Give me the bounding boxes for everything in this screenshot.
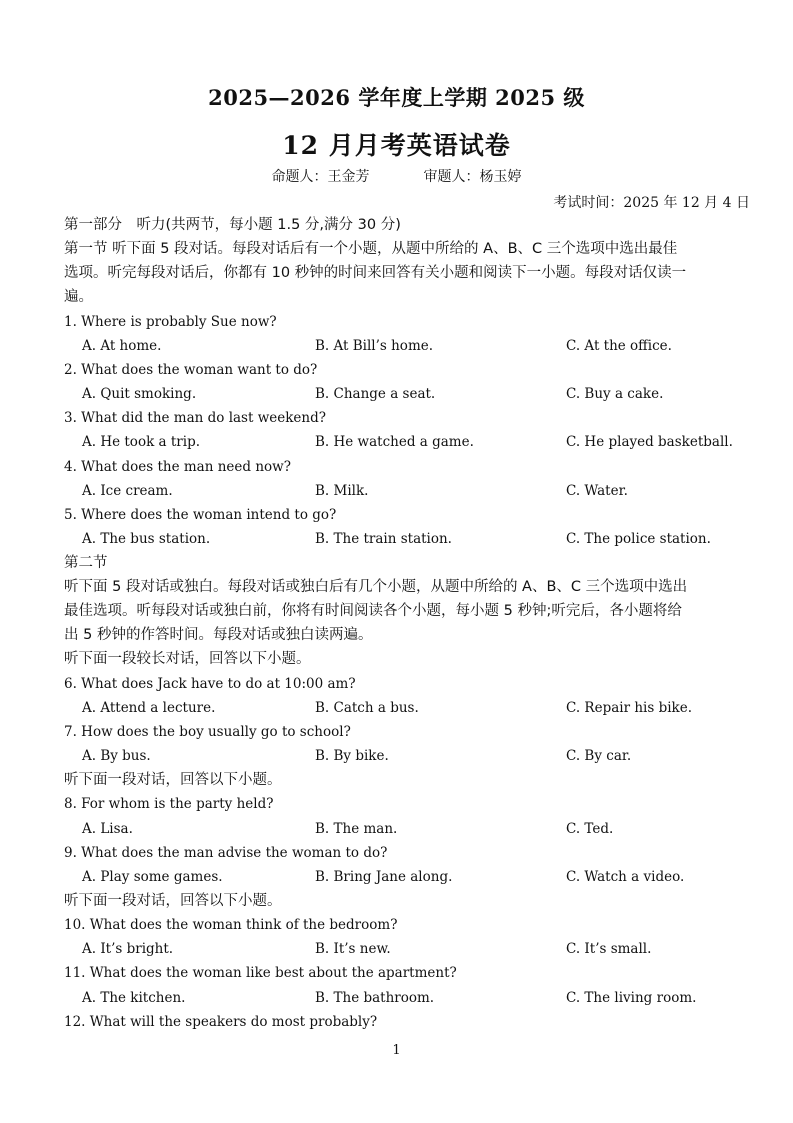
question-2-option-c: C. Buy a cake.	[566, 386, 664, 402]
instruction-long-dialogue: 听下面一段较长对话，回答以下小题。	[64, 651, 311, 667]
question-3: 3. What did the man do last weekend?	[64, 410, 326, 426]
question-6-option-b: B. Catch a bus.	[315, 700, 419, 716]
exam-title-year: 2025—2026 学年度上学期 2025 级	[208, 85, 585, 110]
question-7-option-a: A. By bus.	[82, 748, 151, 764]
question-8: 8. For whom is the party held?	[64, 796, 274, 812]
question-5-option-a: A. The bus station.	[82, 531, 211, 547]
question-3-option-c: C. He played basketball.	[566, 434, 733, 450]
section2-instructions-line1: 听下面 5 段对话或独白。每段对话或独白后有几个小题，从题中所给的 A、B、C 三个选项中选出	[64, 579, 688, 595]
question-4-option-a: A. Ice cream.	[82, 483, 173, 499]
setter: 命题人：王金芳	[271, 169, 370, 185]
section2-instructions-line2: 最佳选项。听每段对话或独白前，你将有时间阅读各个小题，每小题 5 秒钟;听完后，各小题将给	[64, 603, 682, 619]
section2-instructions-line3: 出 5 秒钟的作答时间。每段对话或独白读两遍。	[64, 627, 373, 643]
exam-time: 考试时间：2025 年 12 月 4 日	[553, 195, 750, 211]
instruction-dialogue-b: 听下面一段对话，回答以下小题。	[64, 893, 282, 909]
question-1-option-a: A. At home.	[82, 338, 162, 354]
question-6: 6. What does Jack have to do at 10:00 am?	[64, 676, 356, 692]
question-2-option-b: B. Change a seat.	[315, 386, 436, 402]
section1-instructions-line1: 第一节 听下面 5 段对话。每段对话后有一个小题，从题中所给的 A、B、C 三个选项中选出最佳	[64, 241, 678, 257]
question-9-option-b: B. Bring Jane along.	[315, 869, 453, 885]
question-8-option-c: C. Ted.	[566, 821, 614, 837]
section1-instructions-line3: 遍。	[64, 289, 93, 305]
question-9-option-a: A. Play some games.	[82, 869, 223, 885]
question-10-option-c: C. It’s small.	[566, 941, 652, 957]
question-7-option-c: C. By car.	[566, 748, 632, 764]
question-5-option-c: C. The police station.	[566, 531, 711, 547]
question-9-option-c: C. Watch a video.	[566, 869, 685, 885]
question-2-option-a: A. Quit smoking.	[82, 386, 197, 402]
question-5: 5. Where does the woman intend to go?	[64, 507, 337, 523]
question-3-option-b: B. He watched a game.	[315, 434, 474, 450]
question-1-option-c: C. At the office.	[566, 338, 672, 354]
question-11-option-c: C. The living room.	[566, 990, 697, 1006]
question-11: 11. What does the woman like best about the apartment?	[64, 965, 457, 981]
question-4: 4. What does the man need now?	[64, 459, 291, 475]
question-11-option-b: B. The bathroom.	[315, 990, 435, 1006]
question-10-option-b: B. It’s new.	[315, 941, 391, 957]
question-7-option-b: B. By bike.	[315, 748, 389, 764]
question-1: 1. Where is probably Sue now?	[64, 314, 277, 330]
question-2: 2. What does the woman want to do?	[64, 362, 318, 378]
question-12: 12. What will the speakers do most probably?	[64, 1014, 378, 1030]
question-10-option-a: A. It’s bright.	[82, 941, 174, 957]
exam-title: 12 月月考英语试卷	[282, 131, 511, 160]
question-4-option-b: B. Milk.	[315, 483, 369, 499]
page-number: 1	[392, 1043, 401, 1058]
section2-heading: 第二节	[64, 555, 108, 571]
part1-heading: 第一部分 听力(共两节，每小题 1.5 分,满分 30 分)	[64, 217, 401, 233]
question-7: 7. How does the boy usually go to school?	[64, 724, 351, 740]
authors-line	[0, 166, 793, 186]
question-6-option-c: C. Repair his bike.	[566, 700, 692, 716]
instruction-dialogue-a: 听下面一段对话，回答以下小题。	[64, 772, 282, 788]
question-11-option-a: A. The kitchen.	[82, 990, 186, 1006]
question-9: 9. What does the man advise the woman to do?	[64, 845, 388, 861]
section1-instructions-line2: 选项。听完每段对话后，你都有 10 秒钟的时间来回答有关小题和阅读下一小题。每段对话仅读一	[64, 265, 687, 281]
question-6-option-a: A. Attend a lecture.	[82, 700, 216, 716]
question-8-option-b: B. The man.	[315, 821, 398, 837]
question-1-option-b: B. At Bill’s home.	[315, 338, 434, 354]
question-3-option-a: A. He took a trip.	[82, 434, 201, 450]
question-8-option-a: A. Lisa.	[82, 821, 133, 837]
reviewer: 审题人：杨玉婷	[423, 169, 522, 185]
question-10: 10. What does the woman think of the bedroom?	[64, 917, 398, 933]
question-4-option-c: C. Water.	[566, 483, 628, 499]
question-5-option-b: B. The train station.	[315, 531, 452, 547]
